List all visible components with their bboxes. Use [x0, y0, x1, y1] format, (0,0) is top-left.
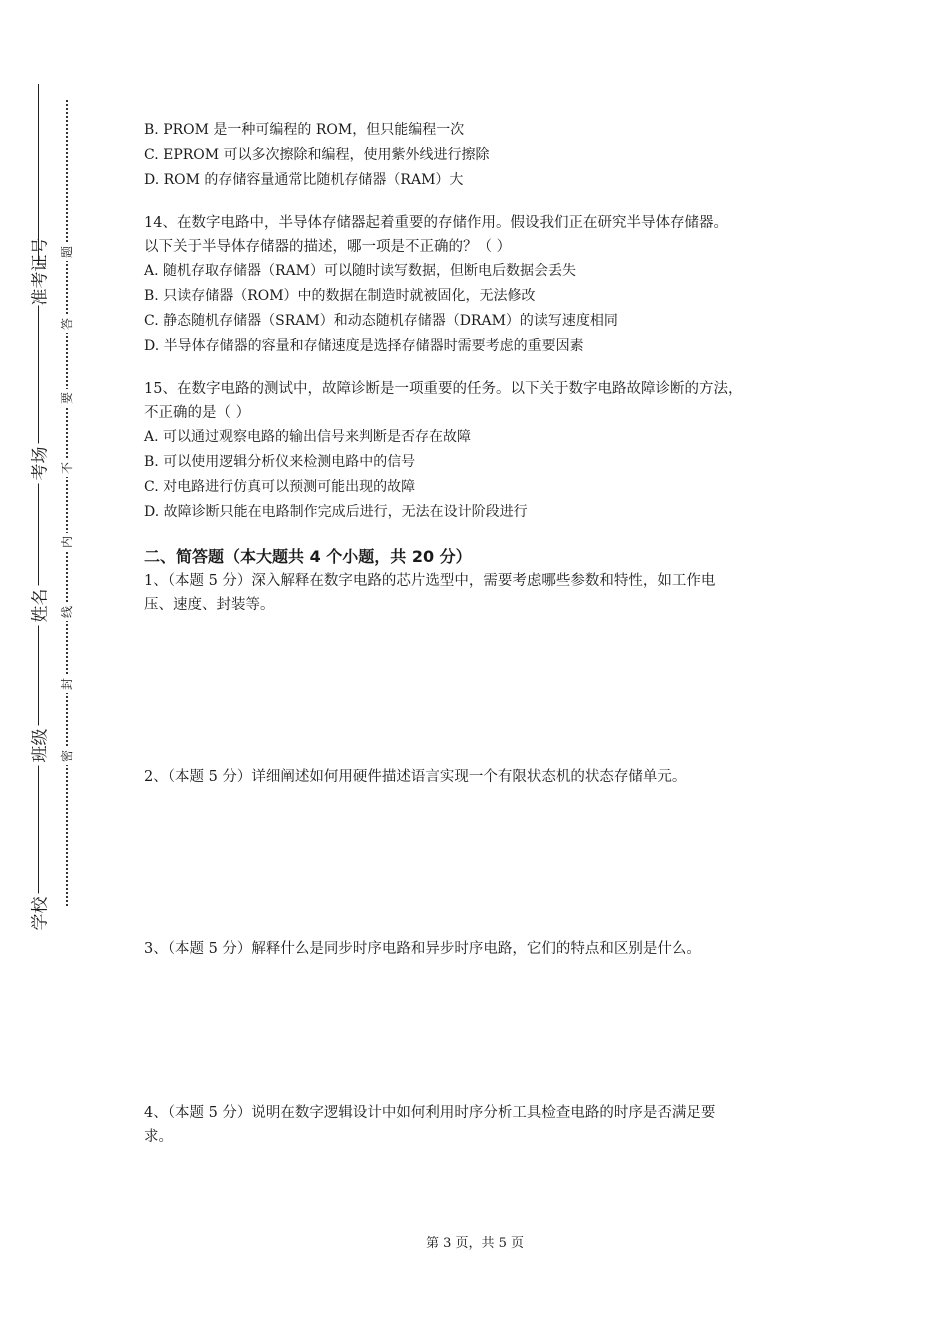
page-content: [144, 118, 824, 1149]
seal-char: 内: [59, 533, 75, 551]
question-stem: 15、在数字电路的测试中，故障诊断是一项重要的任务。以下关于数字电路故障诊断的方法，: [144, 381, 743, 397]
question-text: 2、（本题 5 分）详细阐述如何用硬件描述语言实现一个有限状态机的状态存储单元。: [144, 769, 687, 785]
short-question-1: [144, 569, 824, 617]
seal-char: 线: [59, 603, 75, 621]
section-title: 二、简答题（本大题共 4 个小题，共 20 分）: [144, 547, 472, 566]
question-text: 4、（本题 5 分）说明在数字逻辑设计中如何利用时序分析工具检查电路的时序是否满足要: [144, 1105, 716, 1121]
field-name: 姓名: [23, 586, 54, 626]
option-b: B. PROM 是一种可编程的 ROM，但只能编程一次: [144, 122, 465, 138]
question-stem: 不正确的是（ ）: [144, 405, 251, 421]
option-b: B. 只读存储器（ROM）中的数据在制造时就被固化，无法修改: [144, 288, 536, 304]
short-question-4: [144, 1101, 824, 1149]
seal-char: 题: [59, 243, 75, 261]
page-footer: 第 3 页，共 5 页: [425, 1236, 525, 1251]
seal-char: 密: [59, 747, 75, 765]
question-stem: 以下关于半导体存储器的描述，哪一项是不正确的？（ ）: [144, 239, 512, 255]
option-c: C. 静态随机存储器（SRAM）和动态随机存储器（DRAM）的读写速度相同: [144, 313, 618, 329]
option-c: C. EPROM 可以多次擦除和编程，使用紫外线进行擦除: [144, 147, 490, 163]
short-question-2: [144, 765, 824, 789]
binding-solid-line: [38, 84, 39, 904]
binding-dotted-line: [66, 100, 68, 906]
question-stem: 14、在数字电路中，半导体存储器起着重要的存储作用。假设我们正在研究半导体存储器。: [144, 215, 728, 231]
field-exam-room: 考场: [23, 444, 54, 484]
option-a: A. 可以通过观察电路的输出信号来判断是否存在故障: [144, 429, 472, 445]
seal-char: 要: [59, 389, 75, 407]
option-a: A. 随机存取存储器（RAM）可以随时读写数据，但断电后数据会丢失: [144, 263, 576, 279]
question-text: 求。: [144, 1129, 173, 1145]
option-d: D. ROM 的存储容量通常比随机存储器（RAM）大: [144, 172, 464, 188]
field-class: 班级: [23, 726, 54, 766]
question-15: [144, 377, 824, 525]
question-14: [144, 211, 824, 359]
field-school: 学校: [23, 894, 54, 934]
option-c: C. 对电路进行仿真可以预测可能出现的故障: [144, 479, 416, 495]
seal-char: 封: [59, 675, 75, 693]
option-d: D. 故障诊断只能在电路制作完成后进行，无法在设计阶段进行: [144, 504, 528, 520]
options-continued: [144, 118, 824, 193]
option-b: B. 可以使用逻辑分析仪来检测电路中的信号: [144, 454, 416, 470]
question-text: 1、（本题 5 分）深入解释在数字电路的芯片选型中，需要考虑哪些参数和特性，如工作电: [144, 573, 716, 589]
seal-char: 不: [59, 459, 75, 477]
seal-char: 答: [59, 315, 75, 333]
question-text: 3、（本题 5 分）解释什么是同步时序电路和异步时序电路，它们的特点和区别是什么。: [144, 941, 701, 957]
field-exam-number: 准考证号: [23, 266, 54, 306]
option-d: D. 半导体存储器的容量和存储速度是选择存储器时需要考虑的重要因素: [144, 338, 584, 354]
question-text: 压、速度、封装等。: [144, 597, 275, 613]
binding-margin: [0, 0, 110, 1344]
short-question-3: [144, 937, 824, 961]
